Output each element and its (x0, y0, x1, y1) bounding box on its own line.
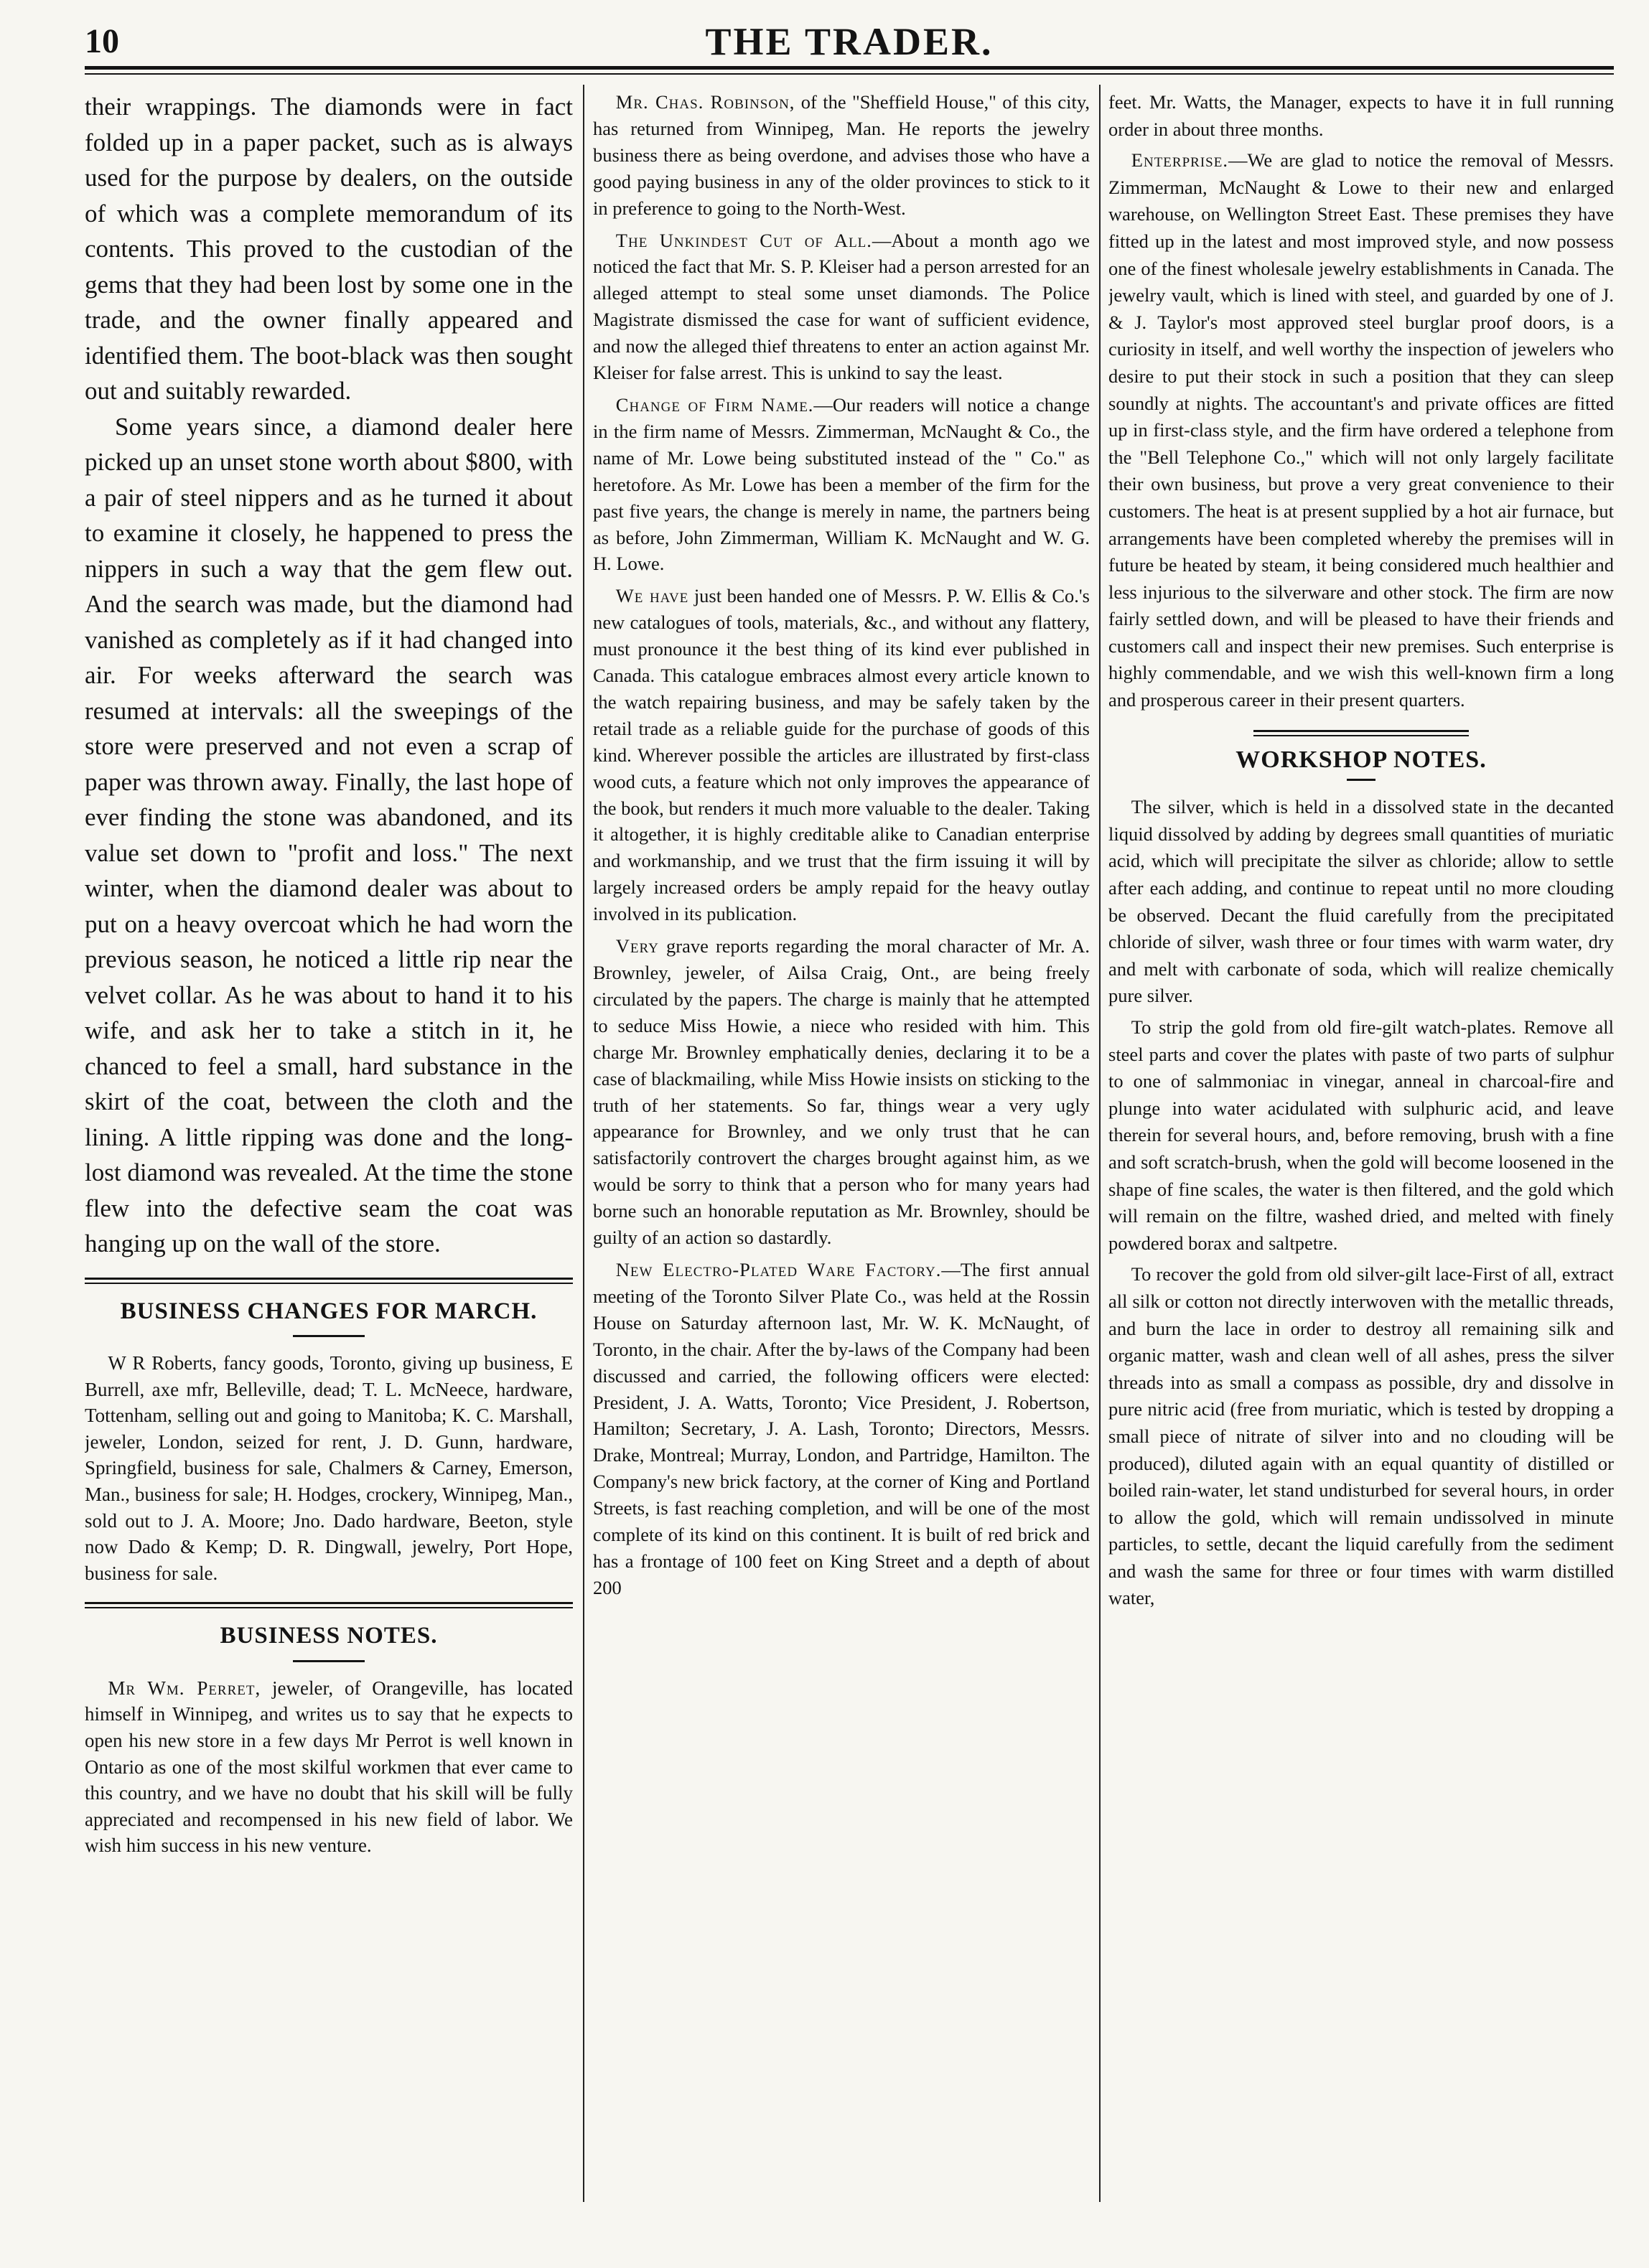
business-note-paragraph (85, 1675, 573, 1859)
body-text: just been handed one of Messrs. P. W. Ellis & Co.'s new catalogues of tools, materials, &c., and without any flattery, must pronounce it the best thing of its kind ever published in Canada. This catalogue embraces almost every article known to the watch repairing business, and may be safely taken by the retail trade as a reliable guide for the purchase of goods of this kind. Wherever possible the articles are illustrated by first-class wood cuts, a feature which not only improves the appearance of the book, but renders it much more valuable to the dealer. Taking it altogether, it is highly creditable alike to Canadian enterprise and workmanship, and we trust that the firm issuing it will by largely increased orders be amply repaid for the heavy outlay involved in its publication. (593, 585, 1090, 925)
header-rule-thick (85, 66, 1614, 70)
section-rule-thin (85, 1283, 573, 1284)
news-item (593, 933, 1090, 1251)
section-heading: BUSINESS NOTES. (220, 1623, 438, 1649)
news-item (593, 228, 1090, 386)
lead-in: We have (615, 585, 689, 607)
section-business-notes (85, 1602, 573, 1662)
column-divider-2 (1099, 85, 1101, 2202)
body-text: —The first annual meeting of the Toronto Silver Plate Co., was held at the Rossin House on Saturday afternoon last, Mr. W. K. McNaught, of Toronto, in the chair. After the by-laws of the Company had been discussed and carried, the following officers were elected: President, J. A. Watts, Toronto; Vice President, J. Robertson, Hamilton; Secretary, J. A. Lash, Toronto; Directors, Messrs. Drake, Montreal; Murray, London, and Partridge, Hamilton. The Company's new brick factory, at the corner of King and Portland Streets, is fast reaching completion, and will be one of the most complete of its kind on this continent. It is built of red brick and has a frontage of 100 feet on King Street and a depth of about 200 (593, 1258, 1090, 1598)
page-header (85, 20, 1614, 63)
section-workshop-notes (1108, 730, 1614, 782)
header-rule-thin (85, 73, 1614, 75)
section-heading: BUSINESS CHANGES FOR MARCH. (120, 1298, 538, 1324)
news-item (593, 583, 1090, 927)
news-item (593, 89, 1090, 222)
section-rule (1253, 730, 1469, 732)
article-continuation: their wrappings. The diamonds were in fact folded up in a paper packet, such as is always used for the purpose by dealers, on the outside of which was a complete memorandum of its contents. This proved to the custodian of the gems that they had been lost by some one in the trade, and the owner finally appeared and identified them. The boot-black was then sought out and suitably rewarded. (85, 93, 573, 405)
article-paragraph: Some years since, a diamond dealer here picked up an unset stone worth about $800, with a pair of steel nippers and as he turned it about to examine it closely, he happened to press the nippers in such a way that the gem flew out. And the search was made, but the diamond had vanished as completely as if it had changed into air. For weeks afterward the search was resumed at intervals: all the sweepings of the store were preserved and not even a scrap of paper was thrown away. Finally, the last hope of ever finding the stone was abandoned, and its value set down to "profit and loss." The next winter, when the diamond dealer was about to put on a heavy overcoat which he had worn the previous season, he noticed a little rip near the velvet collar. As he was about to hand it to his wife, and ask her to take a stitch in it, he chanced to feel a small, hard substance in the skirt of the coat, between the cloth and the lining. A little ripping was done and the long-lost diamond was revealed. At the time the stone flew into the defective seam the coat was hanging up on the wall of the store. (85, 412, 573, 1257)
column-2 (593, 89, 1090, 2199)
column-1 (85, 89, 573, 2199)
business-notes (85, 1675, 573, 1859)
body-text: —We are glad to notice the removal of Messrs. Zimmerman, McNaught & Lowe to their new and enlarged warehouse, on Wellington Street East. These premises they have fitted up in the latest and most improved style, and now possess one of the finest wholesale jewelry establishments in Canada. The jewelry vault, which is lined with steel, and guarded by one of J. & J. Taylor's most approved steel burglar proof doors, is a curiosity in itself, and well worthy the inspection of jewelers who desire to put their stock in such a position that they can sleep soundly at nights. The accountant's and private offices are fitted up in first-class style, and the firm have ordered a telephone from the "Bell Telephone Co.," which will not only largely facilitate their own business, but prove a very great convenience to their customers. The heat is at present supplied by a hot air furnace, but arrangements have been completed whereby the premises will in future be heated by steam, it being considered much healthier and less injurious to the silverware and other stock. The firm are now fairly settled down, and will be pleased to have their friends and customers call and inspect their new premises. Such enterprise is highly commendable, and we wish this well-known firm a long and prosperous career in their present quarters. (1108, 149, 1614, 711)
page-number: 10 (85, 22, 119, 60)
lead-in: The Unkindest Cut of All. (615, 229, 872, 251)
section-rule (85, 1278, 573, 1280)
business-changes-list: W R Roberts, fancy goods, Toronto, giving up business, E Burrell, axe mfr, Belleville, dead; T. L. McNeece, hardware, Tottenham, selling out and going to Manitoba; K. C. Marshall, jeweler, London, seized for rent, J. D. Gunn, hardware, Springfield, business for sale, Chalmers & Carney, Emerson, Man., business for sale; H. Hodges, crockery, Winnipeg, Man., sold out to J. A. Moore; Jno. Dado hardware, Beeton, style now Dado & Kemp; D. R. Dingwall, jewelry, Port Hope, business for sale. (85, 1352, 573, 1584)
lead-in: New Electro-Plated Ware Factory. (615, 1258, 942, 1280)
workshop-note: To strip the gold from old fire-gilt watch-plates. Remove all steel parts and cover the plates with paste of two parts of sulphur to one of salmmoniac in vinegar, anneal in charcoal-fire and plunge into water acidulated with sulphuric acid, and leave therein for several hours, and, before removing, brush with a fine and soft scratch-brush, when the gold will become loosened in the shape of fine scales, the water is then filtered, and the gold which will remain on the filtre, washed dried, and melted with finely powdered borax and saltpetre. (1108, 1016, 1614, 1254)
lead-in: Change of Firm Name. (615, 393, 814, 416)
body-text: jeweler, of Orangeville, has located himself in Winnipeg, and writes us to say that he expects to open his new store in a few days Mr Perrot is well known in Ontario as one of the most skilful workmen that ever came to this country, and we have no doubt that his skill will be fully appreciated and recompensed in his new field of labor. We wish him success in his new venture. (85, 1677, 573, 1857)
news-item (593, 392, 1090, 577)
column-divider-1 (583, 85, 584, 2202)
body-text: grave reports regarding the moral character of Mr. A. Brownley, jeweler, of Ailsa Craig, Ont., are being freely circulated by the papers. The charge is mainly that he attempted to seduce Miss Howie, a niece who resided with him. This charge Mr. Brownley emphatically denies, declaring it to be a case of blackmailing, while Miss Howie insists on sticking to the truth of her statements. So far, things wear a very ugly appearance for Brownley, and we only trust that he can satisfactorily controvert the charges brought against him, as we would be sorry to think that a person who for many years had borne such an honorable reputation as Mr. Brownley, should be guilty of an action so dastardly. (593, 935, 1090, 1249)
body-text: of the "Sheffield House," of this city, has returned from Winnipeg, Man. He reports the jewelry business there as being overdone, and advises those who have a good paying business in any of the older provinces to stick to it in preference to going to the North-West. (593, 91, 1090, 219)
lead-in: Enterprise. (1131, 149, 1228, 172)
lead-in: Mr. Chas. Robinson, (615, 91, 795, 113)
news-item (593, 1257, 1090, 1601)
section-heading: WORKSHOP NOTES. (1235, 746, 1487, 773)
heading-dash (293, 1335, 365, 1337)
lead-in: Mr Wm. Perret, (108, 1677, 261, 1699)
column-3 (1108, 89, 1614, 2199)
body-text: —Our readers will notice a change in the firm name of Messrs. Zimmerman, McNaught & Co., the name of Mr. Lowe being substituted instead of the " Co." as heretofore. As Mr. Lowe has been a member of the firm for the past five years, the change is merely in name, the partners being as before, John Zimmerman, William K. McNaught and W. G. H. Lowe. (593, 393, 1090, 575)
workshop-note: The silver, which is held in a dissolved state in the decanted liquid dissolved by adding by degrees small quantities of muriatic acid, which will precipitate the silver as chloride; allow to settle after each adding, and continue to repeat until no more clouding be observed. Decant the fluid carefully from the precipitated chloride of silver, wash three or four times with warm water, dry and melt with carbonate of soda, which will realize chemically pure silver. (1108, 796, 1614, 1007)
news-item (1108, 147, 1614, 713)
body-text: —About a month ago we noticed the fact that Mr. S. P. Kleiser had a person arrested for an alleged attempt to steal some unset diamonds. The Police Magistrate dismissed the case for want of sufficient evidence, and now the alleged thief threatens to enter an action against Mr. Kleiser for false arrest. This is unkind to say the least. (593, 229, 1090, 384)
lead-in: Very (615, 935, 659, 957)
workshop-note: To recover the gold from old silver-gilt lace-First of all, extract all silk or cotton not directly interwoven with the metallic threads, and burn the lace in order to destroy all remaining silk and organic matter, wash and clean well of all ashes, press the silver threads into as small a compass as possible, dry and dissolve in pure nitric acid (free from muriatic, which is tested by dropping a small piece of nitrate of silver into and no clouding will be produced), diluted again with an equal quantity of distilled or boiled rain-water, let stand undisturbed for several hours, in order to allow the gold, which will remain undissolved in minute particles, to settle, decant the liquid carefully from the sediment and wash the same for three or four times with warm distilled water, (1108, 1263, 1614, 1609)
heading-dash (293, 1660, 365, 1662)
news-item-continuation: feet. Mr. Watts, the Manager, expects to have it in full running order in about three months. (1108, 91, 1614, 140)
section-business-changes (85, 1278, 573, 1338)
section-rule (85, 1602, 573, 1604)
section-rule-thin (85, 1607, 573, 1608)
section-rule-thin (1253, 735, 1469, 736)
heading-dash (1347, 779, 1375, 781)
masthead-title: THE TRADER. (705, 20, 994, 63)
